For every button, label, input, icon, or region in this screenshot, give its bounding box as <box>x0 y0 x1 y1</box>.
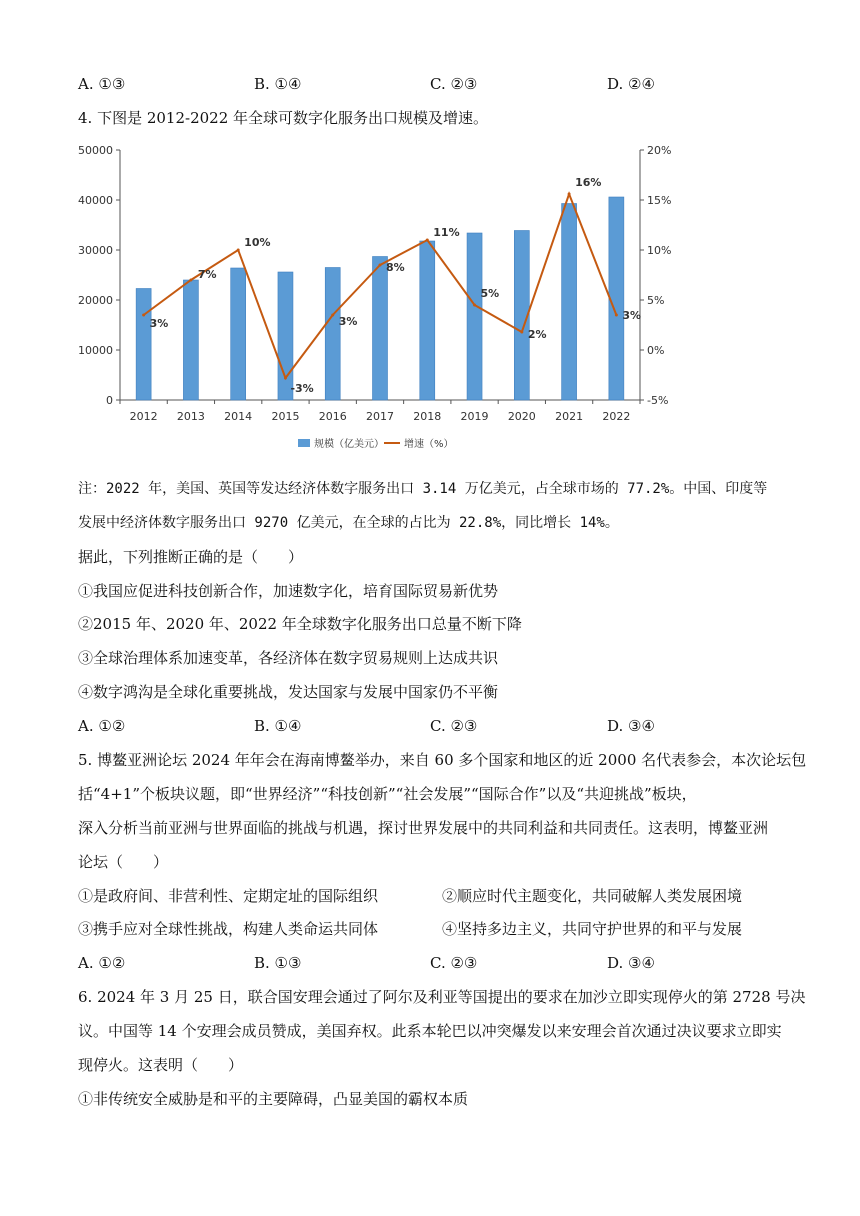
left-axis-tick-label: 50000 <box>78 144 113 157</box>
q4-options <box>78 716 778 736</box>
right-axis-tick-label: -5% <box>647 394 669 407</box>
left-axis-tick-label: 30000 <box>78 244 113 257</box>
q3-option-a[interactable]: A. ①③ <box>78 75 126 93</box>
q5-option-c[interactable]: C. ②③ <box>430 954 478 972</box>
q4-option-d[interactable]: D. ③④ <box>607 717 655 735</box>
bar-2021 <box>562 204 577 401</box>
bar-2015 <box>278 272 293 400</box>
x-tick-label: 2014 <box>224 410 253 423</box>
growth-point-2021 <box>568 193 571 196</box>
q6-statement-1: ①非传统安全威胁是和平的主要障碍，凸显美国的霸权本质 <box>78 1090 469 1108</box>
growth-data-label: 11% <box>433 226 460 239</box>
growth-point-2012 <box>142 314 145 317</box>
q3-option-c[interactable]: C. ②③ <box>430 75 478 93</box>
q3-options <box>78 74 778 94</box>
x-tick-label: 2017 <box>366 410 394 423</box>
x-tick-label: 2018 <box>413 410 442 423</box>
growth-data-label: 3% <box>622 309 642 322</box>
q4-question: 据此，下列推断正确的是（ ） <box>78 548 304 566</box>
bar-2022 <box>609 197 624 400</box>
q4-option-c[interactable]: C. ②③ <box>430 717 478 735</box>
left-axis-tick-label: 0 <box>106 394 113 407</box>
q4-stem: 4. 下图是 2012-2022 年全球可数字化服务出口规模及增速。 <box>78 109 489 127</box>
growth-data-label: 5% <box>480 287 500 300</box>
q5-option-d[interactable]: D. ③④ <box>607 954 655 972</box>
q5-stem-line1: 5. 博鳌亚洲论坛 2024 年年会在海南博鳌举办，来自 60 多个国家和地区的近 2000 名代表参会，本次论坛包 <box>78 751 807 769</box>
q6-stem-line2: 议。中国等 14 个安理会成员赞成，美国弃权。此系本轮巴以冲突爆发以来安理会首次通过决议要求立即实 <box>78 1022 782 1040</box>
q4-option-a[interactable]: A. ①② <box>78 717 126 735</box>
growth-point-2019 <box>473 304 476 307</box>
growth-point-2020 <box>520 331 523 334</box>
q4-statement-4: ④数字鸿沟是全球化重要挑战，发达国家与发展中国家仍不平衡 <box>78 683 499 701</box>
q5-option-a[interactable]: A. ①② <box>78 954 126 972</box>
bar-2018 <box>420 241 435 400</box>
growth-point-2022 <box>615 314 618 317</box>
legend-bar-swatch <box>298 439 310 447</box>
q3-option-b[interactable]: B. ①④ <box>254 75 302 93</box>
right-axis-tick-label: 20% <box>647 144 672 157</box>
bar-2013 <box>183 280 198 400</box>
q5-statements-row2 <box>78 919 778 939</box>
q5-options <box>78 953 778 973</box>
q6-stem-line3: 现停火。这表明（ ） <box>78 1056 244 1074</box>
q5-stem-line4: 论坛（ ） <box>78 853 169 871</box>
right-axis-tick-label: 0% <box>647 344 665 357</box>
q3-option-d[interactable]: D. ②④ <box>607 75 655 93</box>
right-axis-tick-label: 15% <box>647 194 672 207</box>
q5-statement-4: ④坚持多边主义，共同守护世界的和平与发展 <box>442 920 743 938</box>
right-axis-tick-label: 5% <box>647 294 665 307</box>
q4-statement-1: ①我国应促进科技创新合作，加速数字化，培育国际贸易新优势 <box>78 582 499 600</box>
bar-2017 <box>373 257 388 401</box>
x-tick-label: 2019 <box>460 410 489 423</box>
q4-statement-3: ③全球治理体系加速变革，各经济体在数字贸易规则上达成共识 <box>78 649 499 667</box>
bar-2012 <box>136 289 151 401</box>
left-axis-tick-label: 40000 <box>78 194 113 207</box>
q5-statement-1: ①是政府间、非营利性、定期定址的国际组织 <box>78 887 379 905</box>
growth-point-2015 <box>284 377 287 380</box>
bar-2016 <box>325 268 340 401</box>
bar-2019 <box>467 233 482 400</box>
bar-series <box>136 197 624 400</box>
q4-note-line2: 发展中经济体数字服务出口 9270 亿美元，在全球的占比为 22.8%，同比增长 14%。 <box>78 515 619 531</box>
q4-option-b[interactable]: B. ①④ <box>254 717 302 735</box>
q5-stem-line2: 括“4+1”个板块议题，即“世界经济”“科技创新”“社会发展”“国际合作”以及“共迎挑战”板块， <box>78 785 697 803</box>
growth-point-2017 <box>379 264 382 267</box>
x-tick-label: 2016 <box>318 410 347 423</box>
x-tick-label: 2022 <box>602 410 631 423</box>
q5-statement-3: ③携手应对全球性挑战，构建人类命运共同体 <box>78 920 379 938</box>
q5-statements-row1 <box>78 886 778 906</box>
q5-statement-2: ②顺应时代主题变化，共同破解人类发展困境 <box>442 887 743 905</box>
growth-data-label: 2% <box>527 328 547 341</box>
growth-point-2018 <box>426 239 429 242</box>
x-tick-label: 2012 <box>129 410 158 423</box>
x-tick-label: 2015 <box>271 410 300 423</box>
growth-data-label: 7% <box>197 268 217 281</box>
growth-data-label: 3% <box>149 317 169 330</box>
legend-line-label: 增速（%） <box>404 439 454 450</box>
left-axis-tick-label: 20000 <box>78 294 113 307</box>
q4-statement-2: ②2015 年、2020 年、2022 年全球数字化服务出口总量不断下降 <box>78 615 522 633</box>
x-tick-labels <box>130 410 631 423</box>
q6-stem-line1: 6. 2024 年 3 月 25 日，联合国安理会通过了阿尔及利亚等国提出的要求在加沙立即实现停火的第 2728 号决 <box>78 988 806 1006</box>
growth-point-2016 <box>331 314 334 317</box>
right-axis-tick-label: 10% <box>647 244 672 257</box>
x-tick-label: 2021 <box>555 410 584 423</box>
growth-point-2014 <box>237 249 240 252</box>
growth-data-label: 3% <box>338 315 358 328</box>
x-tick-label: 2013 <box>176 410 205 423</box>
q5-option-b[interactable]: B. ①③ <box>254 954 302 972</box>
growth-data-label: 16% <box>575 176 602 189</box>
export-chart <box>78 136 678 466</box>
growth-point-2013 <box>189 279 192 282</box>
growth-data-label: 8% <box>386 261 405 274</box>
q4-note-line1: 注：2022 年，美国、英国等发达经济体数字服务出口 3.14 万亿美元，占全球市场的 77.2%。中国、印度等 <box>78 481 768 497</box>
growth-data-label: 10% <box>244 236 271 249</box>
x-tick-label: 2020 <box>507 410 536 423</box>
bar-2014 <box>231 268 246 400</box>
chart-legend <box>298 437 454 450</box>
left-axis-tick-label: 10000 <box>78 344 113 357</box>
growth-data-label: -3% <box>290 382 314 395</box>
legend-bar-label: 规模（亿美元） <box>314 439 384 450</box>
q5-stem-line3: 深入分析当前亚洲与世界面临的挑战与机遇，探讨世界发展中的共同利益和共同责任。这表明，博鳌亚洲 <box>78 819 769 837</box>
